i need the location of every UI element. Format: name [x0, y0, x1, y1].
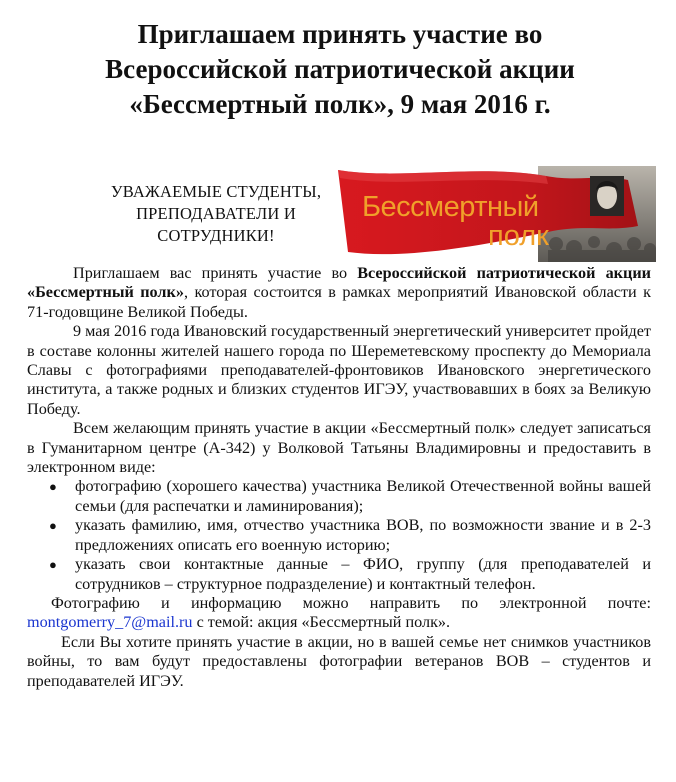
list-item: [27, 516, 651, 555]
intro-rest: , которая состоится в рамках мероприятий Ивановской области к 71-годовщине Великой Победы.: [27, 283, 651, 321]
intro-lead: Приглашаем вас принять участие во: [73, 264, 358, 282]
requirements-list: [27, 477, 651, 593]
banner-title-line1: Бессмертный: [362, 191, 539, 223]
email-link[interactable]: montgomerry_7@mail.ru: [27, 613, 193, 632]
paragraph-intro: [27, 264, 651, 322]
paragraph-may9: 9 мая 2016 года Ивановский государственный энергетический университет пройдет в составе колонны жителей нашего города по Шереметевскому проспекту до Мемориала Славы с фотографиями преподавателей-фронтовиков Ивановского энергетического института, а также родных и близких студентов ИГЭУ, участвовавших в боях за Великую Победу.: [27, 322, 651, 418]
list-item-text: указать свои контактные данные – ФИО, группу (для преподавателей и сотрудников – структурное подразделение) и контактный телефон.: [75, 555, 651, 593]
list-item: [27, 477, 651, 516]
immortal-regiment-banner: [338, 166, 656, 262]
list-item-text: указать фамилию, имя, отчество участника ВОВ, по возможности звание и в 2-3 предложениях описать его военную историю;: [75, 516, 651, 554]
paragraph-email: [27, 594, 651, 633]
bullet-icon: ●: [49, 557, 57, 573]
salutation-line: ПРЕПОДАВАТЕЛИ И: [136, 204, 296, 223]
intro-bold-action: Всероссийской патриотической акции «Бессмертный полк»: [27, 264, 651, 302]
title-line: Всероссийской патриотической акции: [105, 54, 575, 84]
title-line: Приглашаем принять участие во: [137, 19, 543, 49]
page-title: [20, 17, 660, 122]
list-item: [27, 555, 651, 594]
paragraph-no-photos: Если Вы хотите принять участие в акции, но в вашей семье нет снимков участников войны, то вам будут предоставлены фотографии ветеранов ВОВ – студентов и преподавателей ИГЭУ.: [27, 632, 651, 690]
bullet-icon: ●: [49, 479, 57, 495]
email-lead: Фотографию и информацию можно направить по электронной почте:: [51, 593, 651, 612]
banner-title-line2: полк: [488, 220, 549, 252]
salutation: [100, 181, 332, 247]
salutation-line: СОТРУДНИКИ!: [157, 226, 275, 245]
email-rest: с темой: акция «Бессмертный полк».: [192, 613, 451, 632]
invitation-body: [27, 264, 651, 691]
title-line: «Бессмертный полк», 9 мая 2016 г.: [129, 89, 551, 119]
bullet-icon: ●: [49, 518, 57, 534]
list-item-text: фотографию (хорошего качества) участника Великой Отечественной войны вашей семьи (для распечатки и ламинирования);: [75, 477, 651, 515]
salutation-line: УВАЖАЕМЫЕ СТУДЕНТЫ,: [110, 182, 322, 201]
paragraph-signup: Всем желающим принять участие в акции «Бессмертный полк» следует записаться в Гуманитарном центре (А-342) у Волковой Татьяны Владимировны и предоставить в электронном виде:: [27, 419, 651, 477]
